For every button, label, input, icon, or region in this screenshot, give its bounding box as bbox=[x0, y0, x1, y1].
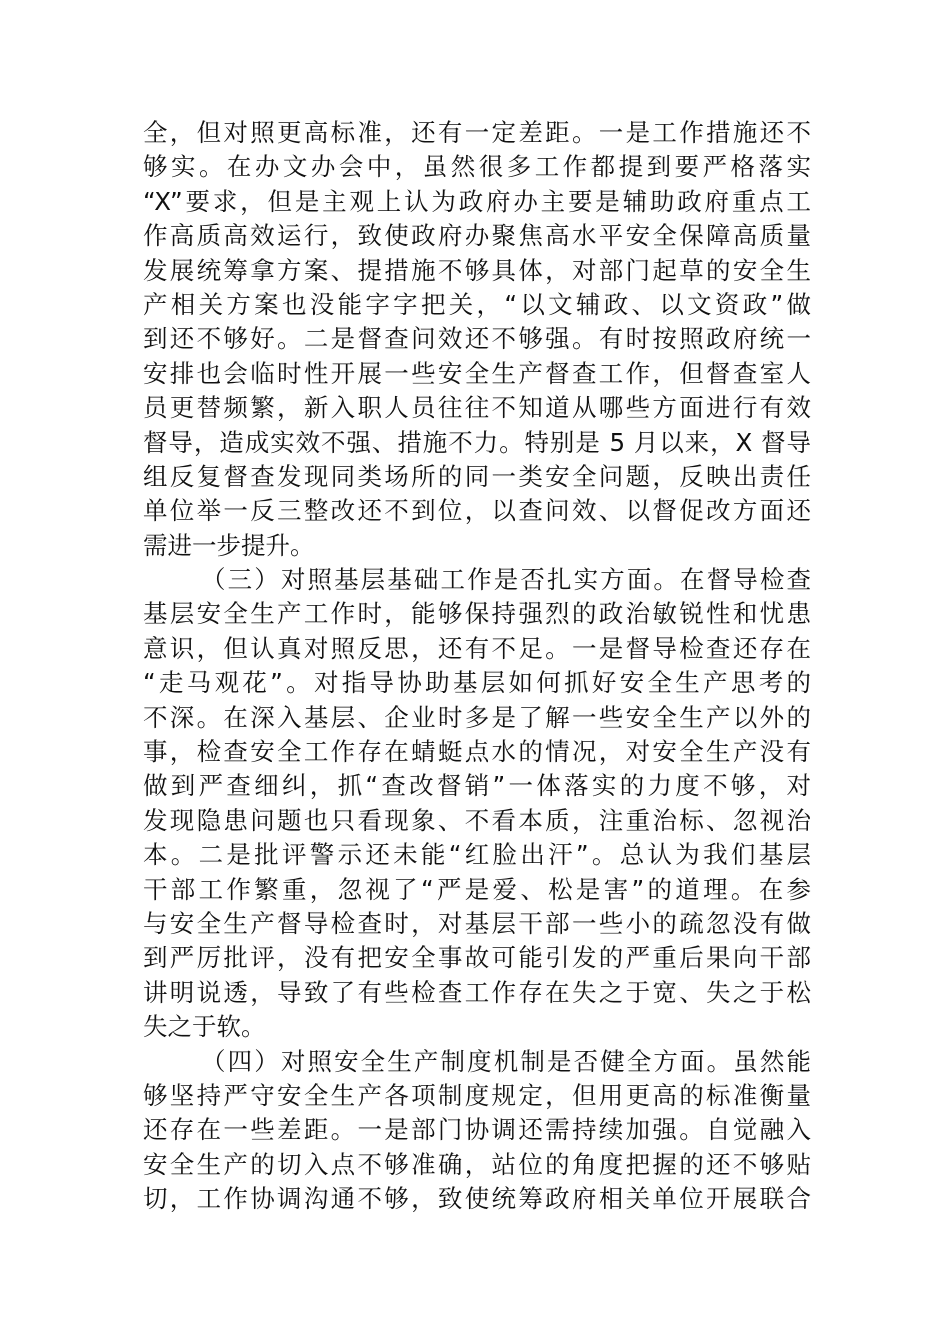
text-line: 还存在一些差距。一是部门协调还需持续加强。自觉融入 bbox=[143, 1115, 811, 1145]
text-line: 到还不够好。二是督查问效还不够强。有时按照政府统一 bbox=[143, 324, 811, 354]
text-line: 意识，但认真对照反思，还有不足。一是督导检查还存在 bbox=[143, 633, 811, 663]
document-body bbox=[143, 116, 811, 1217]
text-line: 做到严查细纠，抓“查改督销”一体落实的力度不够，对 bbox=[143, 771, 811, 801]
text-line: 员更替频繁，新入职人员往往不知道从哪些方面进行有效 bbox=[143, 393, 811, 423]
text-line: 组反复督查发现同类场所的同一类安全问题，反映出责任 bbox=[143, 461, 811, 491]
text-line: 安全生产的切入点不够准确，站位的角度把握的还不够贴 bbox=[143, 1149, 811, 1179]
text-line: 失之于软。 bbox=[143, 1012, 266, 1042]
text-line: 讲明说透，导致了有些检查工作存在失之于宽、失之于松 bbox=[143, 977, 811, 1007]
text-line: 发现隐患问题也只看现象、不看本质，注重治标、忽视治 bbox=[143, 805, 811, 835]
text-line: 督导，造成实效不强、措施不力。特别是 5 月以来，X 督导 bbox=[143, 427, 811, 457]
text-line: 干部工作繁重，忽视了“严是爱、松是害”的道理。在参 bbox=[143, 874, 811, 904]
text-line: 作高质高效运行，致使政府办聚焦高水平安全保障高质量 bbox=[143, 221, 811, 251]
text-line: 单位举一反三整改还不到位，以查问效、以督促改方面还 bbox=[143, 496, 811, 526]
text-line: “走马观花”。对指导协助基层如何抓好安全生产思考的 bbox=[143, 668, 811, 698]
text-line: 基层安全生产工作时，能够保持强烈的政治敏锐性和忧患 bbox=[143, 599, 811, 629]
text-line: 不深。在深入基层、企业时多是了解一些安全生产以外的 bbox=[143, 702, 811, 732]
text-line: （三）对照基层基础工作是否扎实方面。在督导检查 bbox=[201, 565, 811, 595]
text-line: 够实。在办文办会中，虽然很多工作都提到要严格落实 bbox=[143, 152, 811, 182]
text-line: “X”要求，但是主观上认为政府办主要是辅助政府重点工 bbox=[143, 186, 811, 216]
text-line: 与安全生产督导检查时，对基层干部一些小的疏忽没有做 bbox=[143, 908, 811, 938]
text-line: 需进一步提升。 bbox=[143, 530, 315, 560]
text-line: 全，但对照更高标准，还有一定差距。一是工作措施还不 bbox=[143, 118, 811, 147]
text-line: 安排也会临时性开展一些安全生产督查工作，但督查室人 bbox=[143, 358, 811, 388]
text-line: 到严厉批评，没有把安全事故可能引发的严重后果向干部 bbox=[143, 943, 811, 973]
text-line: 发展统筹拿方案、提措施不够具体，对部门起草的安全生 bbox=[143, 255, 811, 285]
text-line: 事，检查安全工作存在蜻蜓点水的情况，对安全生产没有 bbox=[143, 737, 811, 767]
text-line: 够坚持严守安全生产各项制度规定，但用更高的标准衡量 bbox=[143, 1080, 811, 1110]
text-line: 产相关方案也没能字字把关，“以文辅政、以文资政”做 bbox=[143, 289, 811, 319]
text-line: 切，工作协调沟通不够，致使统筹政府相关单位开展联合 bbox=[143, 1184, 811, 1214]
text-line: （四）对照安全生产制度机制是否健全方面。虽然能 bbox=[201, 1046, 811, 1076]
text-line: 本。二是批评警示还未能“红脸出汗”。总认为我们基层 bbox=[143, 840, 811, 870]
